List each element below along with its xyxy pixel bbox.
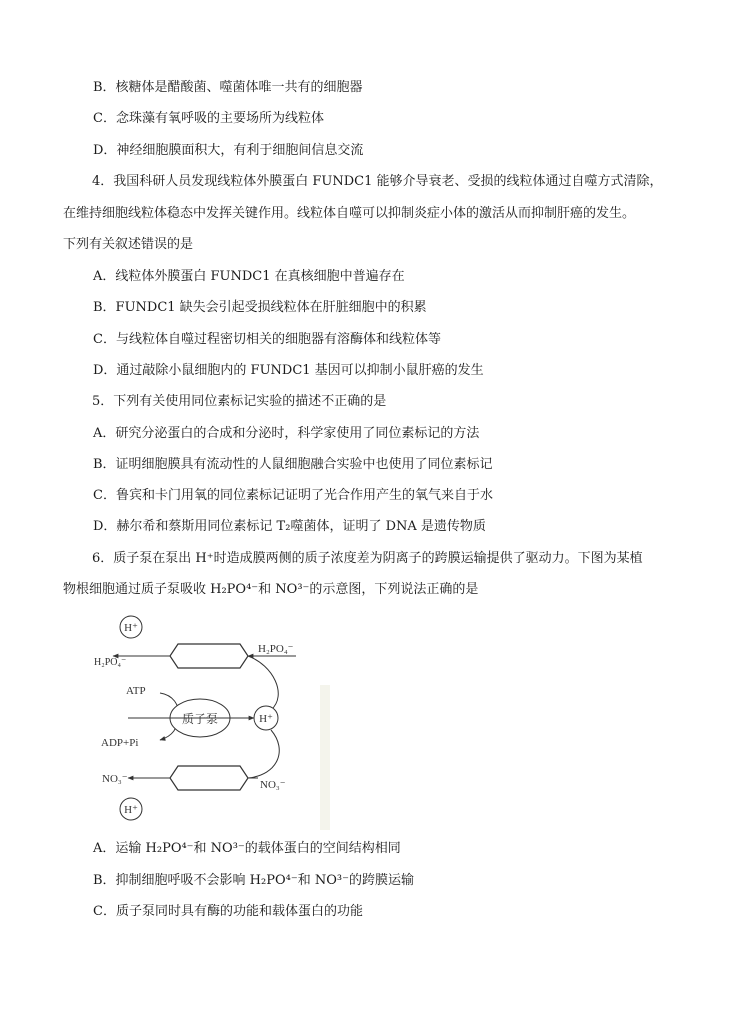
q6-option-b: B．抑制细胞呼吸不会影响 H₂PO⁴⁻和 NO³⁻的跨膜运输 [93, 873, 414, 888]
q5-option-c: C．鲁宾和卡门用氧的同位素标记证明了光合作用产生的氧气来自于水 [93, 488, 493, 503]
h-ion-bottom-label: H⁺ [124, 804, 138, 816]
h-ion-middle [254, 706, 278, 730]
no3-carrier-protein [170, 766, 248, 790]
proton-pump-label: 质子泵 [181, 712, 219, 726]
h-ion-top-label: H⁺ [124, 622, 138, 634]
q6-option-a: A．运输 H₂PO⁴⁻和 NO³⁻的载体蛋白的空间结构相同 [93, 841, 401, 856]
bottom-coupling-curve [248, 730, 279, 778]
h-ion-top [120, 616, 142, 638]
q4-option-c: C．与线粒体自噬过程密切相关的细胞器有溶酶体和线粒体等 [93, 332, 441, 347]
atp-label: ATP [126, 685, 146, 697]
h2po4-right-label: H₂PO₄⁻ [258, 643, 294, 655]
h2po4-left-label: H₂PO₄⁻ [94, 657, 127, 668]
q3-option-d: D．神经细胞膜面积大，有利于细胞间信息交流 [93, 143, 364, 158]
q4-stem-line-3: 下列有关叙述错误的是 [63, 237, 194, 252]
q4-option-d: D．通过敲除小鼠细胞内的 FUNDC1 基因可以抑制小鼠肝癌的发生 [93, 363, 484, 378]
q6-option-c: C．质子泵同时具有酶的功能和载体蛋白的功能 [93, 904, 363, 919]
q4-stem-line-1: 4．我国科研人员发现线粒体外膜蛋白 FUNDC1 能够介导衰老、受损的线粒体通过自噬方式清除， [92, 174, 663, 189]
adp-label: ADP+Pi [101, 737, 139, 749]
proton-pump-diagram [88, 610, 338, 835]
membrane-shade [320, 685, 330, 830]
q4-option-a: A．线粒体外膜蛋白 FUNDC1 在真核细胞中普遍存在 [93, 269, 405, 284]
q5-option-d: D．赫尔希和蔡斯用同位素标记 T₂噬菌体，证明了 DNA 是遗传物质 [93, 519, 486, 534]
h-ion-bottom [120, 798, 142, 820]
q4-option-b: B．FUNDC1 缺失会引起受损线粒体在肝脏细胞中的积累 [93, 300, 427, 315]
no3-left-label: NO₃⁻ [102, 773, 128, 785]
h-ion-middle-label: H⁺ [259, 713, 273, 725]
no3-right-label: NO₃⁻ [260, 779, 286, 791]
top-coupling-curve [248, 656, 278, 710]
h2po4-carrier-protein [170, 644, 248, 668]
q3-option-b: B．核糖体是醋酸菌、噬菌体唯一共有的细胞器 [93, 80, 363, 95]
q5-option-b: B．证明细胞膜具有流动性的人鼠细胞融合实验中也使用了同位素标记 [93, 457, 493, 472]
q4-stem-line-2: 在维持细胞线粒体稳态中发挥关键作用。线粒体自噬可以抑制炎症小体的激活从而抑制肝癌的发生。 [63, 206, 636, 221]
q5-stem: 5．下列有关使用同位素标记实验的描述不正确的是 [92, 394, 387, 409]
q6-stem-line-2: 物根细胞通过质子泵吸收 H₂PO⁴⁻和 NO³⁻的示意图，下列说法正确的是 [63, 582, 479, 597]
q5-option-a: A．研究分泌蛋白的合成和分泌时，科学家使用了同位素标记的方法 [93, 426, 480, 441]
q6-stem-line-1: 6．质子泵在泵出 H⁺时造成膜两侧的质子浓度差为阴离子的跨膜运输提供了驱动力。下图为某植 [92, 551, 643, 566]
q3-option-c: C．念珠藻有氧呼吸的主要场所为线粒体 [93, 111, 324, 126]
